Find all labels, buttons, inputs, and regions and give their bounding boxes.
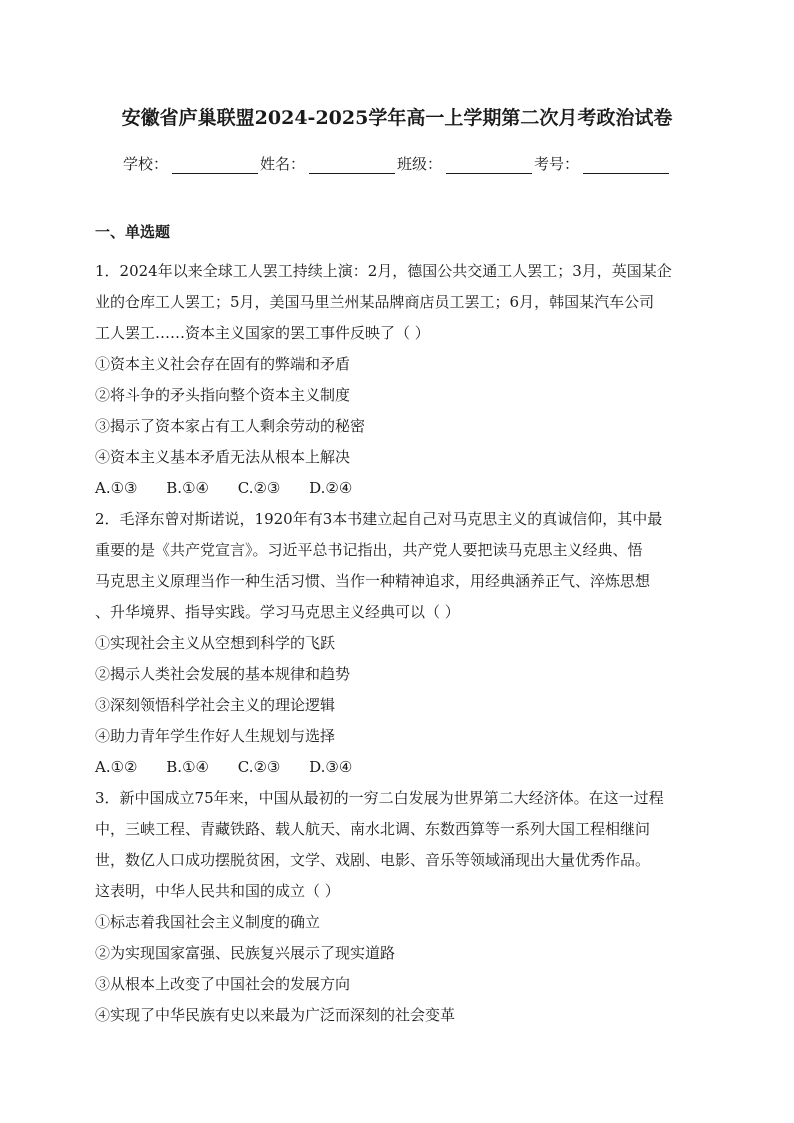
questions-body	[95, 256, 701, 1031]
statement-item: ③揭示了资本家占有工人剩余劳动的秘密	[95, 417, 366, 435]
choice-d: D.②④	[309, 479, 353, 497]
exam-number-blank	[583, 157, 669, 174]
section-heading: 一、单选题	[95, 223, 171, 241]
question-stem-line: 1．2024年以来全球工人罢工持续上演：2月，德国公共交通工人罢工；3月，英国某企	[95, 262, 672, 280]
statement-item: ②为实现国家富强、民族复兴展示了现实道路	[95, 944, 396, 962]
question-1	[95, 256, 701, 504]
exam-number-field	[534, 153, 671, 174]
name-field	[260, 153, 397, 174]
class-label: 班级：	[397, 155, 443, 173]
choice-c: C.②③	[237, 479, 281, 497]
statement-item: ③从根本上改变了中国社会的发展方向	[95, 975, 351, 993]
statement-item: ①资本主义社会存在固有的弊端和矛盾	[95, 355, 351, 373]
school-label: 学校：	[123, 155, 169, 173]
statement-item: ④实现了中华民族有史以来最为广泛而深刻的社会变革	[95, 1006, 456, 1024]
name-label: 姓名：	[260, 155, 306, 173]
class-field	[397, 153, 534, 174]
question-2	[95, 504, 701, 783]
question-stem-line: 业的仓库工人罢工；5月，美国马里兰州某品牌商店员工罢工；6月，韩国某汽车公司	[95, 293, 655, 311]
question-stem-line: 重要的是《共产党宣言》。习近平总书记指出，共产党人要把读马克思主义经典、悟	[95, 541, 643, 559]
question-stem-line: 马克思主义原理当作一种生活习惯、当作一种精神追求，用经典涵养正气、淬炼思想	[95, 572, 651, 590]
question-3	[95, 783, 701, 1031]
student-info-row	[123, 153, 671, 174]
choice-a: A.①②	[95, 758, 138, 776]
statement-item: ④资本主义基本矛盾无法从根本上解决	[95, 448, 351, 466]
question-stem-line: 中，三峡工程、青藏铁路、载人航天、南水北调、东数西算等一系列大国工程相继问	[95, 820, 651, 838]
choice-d: D.③④	[309, 758, 353, 776]
answer-choices	[95, 752, 701, 783]
question-stem-line: 、升华境界、指导实践。学习马克思主义经典可以（ ）	[95, 603, 460, 621]
question-stem-line: 2．毛泽东曾对斯诺说，1920年有3本书建立起自己对马克思主义的真诚信仰，其中最	[95, 510, 663, 528]
choice-b: B.①④	[166, 758, 209, 776]
statement-item: ②将斗争的矛头指向整个资本主义制度	[95, 386, 351, 404]
class-blank	[446, 157, 532, 174]
school-blank	[172, 157, 258, 174]
choice-c: C.②③	[237, 758, 281, 776]
statement-item: ③深刻领悟科学社会主义的理论逻辑	[95, 696, 336, 714]
question-stem-line: 工人罢工……资本主义国家的罢工事件反映了（ ）	[95, 324, 430, 342]
question-stem-line: 这表明，中华人民共和国的成立（ ）	[95, 882, 340, 900]
statement-item: ①标志着我国社会主义制度的确立	[95, 913, 321, 931]
question-stem-line: 世，数亿人口成功摆脱贫困，文学、戏剧、电影、音乐等领域涌现出大量优秀作品。	[95, 851, 651, 869]
page-title: 安徽省庐巢联盟2024-2025学年高一上学期第二次月考政治试卷	[121, 107, 673, 129]
school-field	[123, 153, 260, 174]
choice-a: A.①③	[95, 479, 138, 497]
choice-b: B.①④	[166, 479, 209, 497]
statement-item: ②揭示人类社会发展的基本规律和趋势	[95, 665, 351, 683]
name-blank	[309, 157, 395, 174]
question-stem-line: 3．新中国成立75年来，中国从最初的一穷二白发展为世界第二大经济体。在这一过程	[95, 789, 664, 807]
answer-choices	[95, 473, 701, 504]
exam-number-label: 考号：	[534, 155, 580, 173]
statement-item: ④助力青年学生作好人生规划与选择	[95, 727, 336, 745]
statement-item: ①实现社会主义从空想到科学的飞跃	[95, 634, 336, 652]
